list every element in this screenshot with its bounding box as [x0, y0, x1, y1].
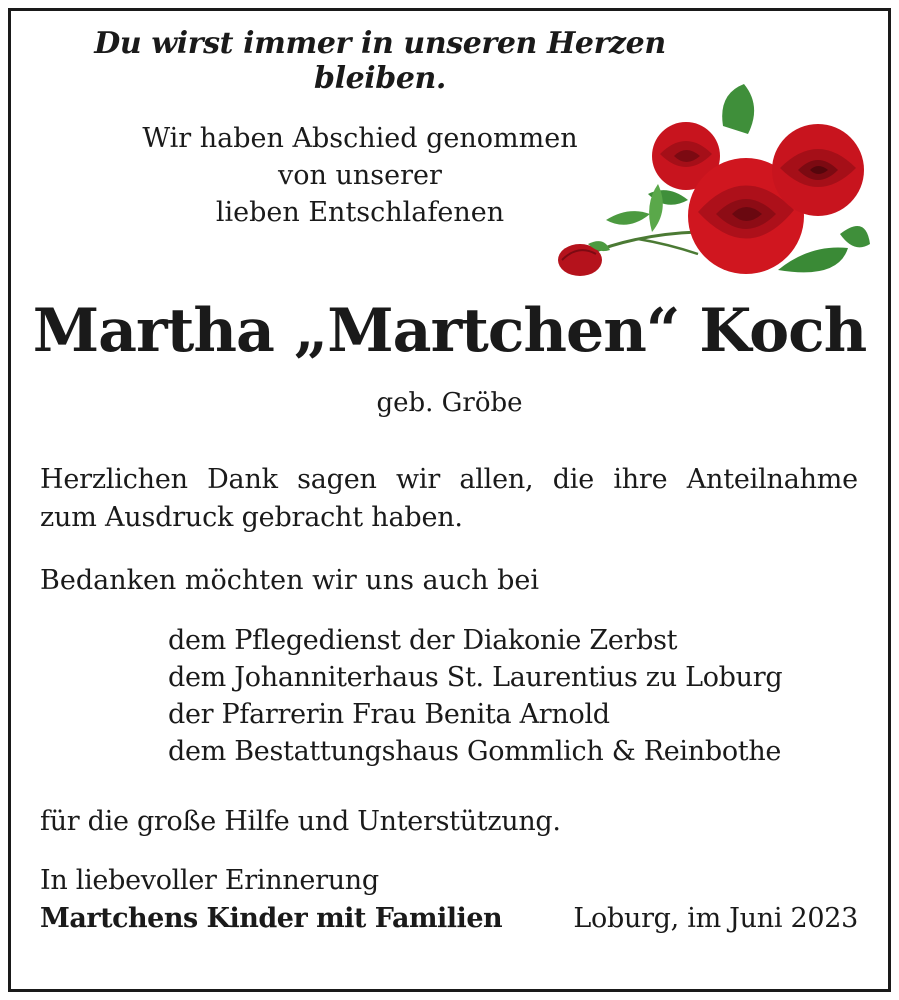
list-item: dem Bestattungshaus Gommlich & Reinbothe	[168, 736, 782, 767]
intro-line: von unserer	[278, 160, 442, 191]
red-roses-icon	[548, 84, 873, 284]
thanks-word: Anteilnahme	[686, 464, 858, 495]
thanks-word: ihre	[613, 464, 668, 495]
thanks-word: sagen	[297, 464, 377, 495]
place-date: Loburg, im Juni 2023	[573, 903, 858, 934]
motto: Du wirst immer in unseren Herzen bleiben.	[94, 26, 666, 96]
intro-text	[110, 120, 610, 231]
thanks-paragraph	[40, 461, 858, 537]
list-item: dem Johanniterhaus St. Laurentius zu Loburg	[168, 662, 783, 693]
thanked-list	[168, 622, 848, 770]
list-item: dem Pflegedienst der Diakonie Zerbst	[168, 625, 678, 656]
intro-line: Wir haben Abschied genommen	[142, 123, 578, 154]
help-text: für die große Hilfe und Unterstützung.	[40, 806, 561, 837]
also-thanks-text: Bedanken möchten wir uns auch bei	[40, 565, 539, 596]
memory-text: In liebevoller Erinnerung	[40, 865, 379, 896]
signature-row	[40, 900, 858, 938]
thanks-word: die	[552, 464, 595, 495]
thanks-line-1	[40, 461, 858, 499]
deceased-name: Martha „Martchen“ Koch	[32, 296, 867, 366]
list-item: der Pfarrerin Frau Benita Arnold	[168, 699, 610, 730]
thanks-word: Herzlichen	[40, 464, 188, 495]
intro-line: lieben Entschlafenen	[215, 197, 505, 228]
birth-name: geb. Gröbe	[376, 388, 523, 418]
thanks-word: Dank	[207, 464, 278, 495]
thanks-word: allen,	[459, 464, 534, 495]
thanks-line-2: zum Ausdruck gebracht haben.	[40, 502, 463, 533]
signed-by: Martchens Kinder mit Familien	[40, 903, 503, 934]
thanks-word: wir	[395, 464, 441, 495]
